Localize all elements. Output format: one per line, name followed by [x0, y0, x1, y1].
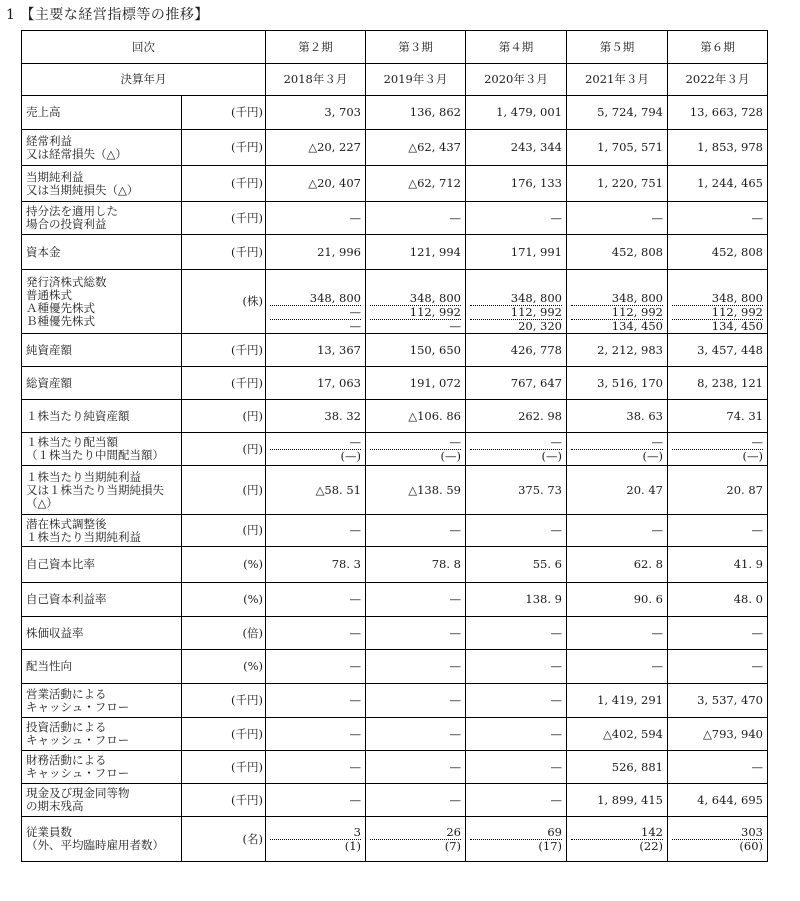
stack-value: 20, 320 [518, 319, 562, 333]
cell-value-stack [567, 270, 668, 334]
row-label [22, 367, 182, 400]
cell-value: 452, 808 [668, 235, 768, 270]
row-label [22, 718, 182, 751]
row-label [22, 166, 182, 202]
cell-value-stack [668, 270, 768, 334]
cell-value-stack [266, 433, 366, 466]
stack-value: 348, 800 [571, 292, 663, 306]
cell-value: △62, 712 [366, 166, 466, 202]
table-row [22, 334, 768, 367]
row-label-line: の期末残高 [26, 799, 84, 813]
cell-value: △58. 51 [266, 466, 366, 515]
cell-value: 2, 212, 983 [567, 334, 668, 367]
table-row [22, 433, 768, 466]
stack-value: (—) [742, 448, 763, 463]
row-label [22, 817, 182, 862]
stack-value: 134, 450 [711, 319, 763, 333]
row-label-line: 潜在株式調整後 [26, 516, 107, 531]
row-label [22, 400, 182, 433]
stack-value: — [349, 319, 361, 333]
date-label: 決算年月 [22, 64, 266, 96]
cell-value: — [266, 751, 366, 784]
cell-value: 526, 881 [567, 751, 668, 784]
row-label-line: １株当たり当期純利益 [26, 469, 141, 484]
cell-value: 1, 479, 001 [466, 96, 567, 130]
table-row [22, 367, 768, 400]
stack-value: — [270, 436, 361, 450]
stack-value: 348, 800 [470, 292, 562, 306]
cell-value: △402, 594 [567, 718, 668, 751]
row-label [22, 235, 182, 270]
row-unit: (千円) [182, 684, 266, 718]
cell-value: — [668, 650, 768, 684]
cell-value: △62, 437 [366, 130, 466, 166]
value-stack [370, 436, 461, 463]
row-unit: (%) [182, 583, 266, 617]
cell-value: △138. 59 [366, 466, 466, 515]
row-label-line: 自己資本比率 [26, 557, 95, 571]
row-label [22, 583, 182, 617]
period-header: 第４期 [466, 31, 567, 64]
stack-value: 69 [470, 826, 562, 840]
stack-value: 348, 800 [672, 292, 763, 306]
stack-value: (—) [440, 448, 461, 463]
value-stack [270, 436, 361, 463]
date-header: 2021年３月 [567, 64, 668, 96]
cell-value: 262. 98 [466, 400, 567, 433]
stack-value: (—) [340, 448, 361, 463]
table-row [22, 784, 768, 817]
cell-value: 8, 238, 121 [668, 367, 768, 400]
cell-value: 1, 705, 571 [567, 130, 668, 166]
row-label [22, 270, 182, 334]
stack-value: — [672, 436, 763, 450]
cell-value: 38. 63 [567, 400, 668, 433]
row-label-line: 発行済株式総数 [26, 274, 107, 289]
row-unit: (円) [182, 433, 266, 466]
cell-value: — [567, 617, 668, 650]
cell-value: 48. 0 [668, 583, 768, 617]
cell-value: 78. 8 [366, 547, 466, 583]
stack-value: (—) [541, 448, 562, 463]
cell-value: — [266, 650, 366, 684]
row-label-line: 財務活動による [26, 753, 107, 767]
row-label-line: キャッシュ・フロー [26, 733, 130, 747]
cell-value: △20, 407 [266, 166, 366, 202]
cell-value: — [266, 515, 366, 547]
row-label-line: 総資産額 [26, 375, 72, 390]
row-label-line: 場合の投資利益 [26, 217, 107, 231]
cell-value: △793, 940 [668, 718, 768, 751]
cell-value: — [466, 784, 567, 817]
cell-value: 4, 644, 695 [668, 784, 768, 817]
value-stack [672, 436, 763, 463]
stack-value: (7) [444, 838, 461, 853]
value-stack [370, 826, 461, 853]
cell-value: 426, 778 [466, 334, 567, 367]
cell-value: — [466, 617, 567, 650]
row-label-line: 普通株式 [26, 287, 72, 302]
table-row [22, 235, 768, 270]
cell-value-stack [668, 817, 768, 862]
table-row [22, 400, 768, 433]
cell-value: 1, 244, 465 [668, 166, 768, 202]
row-label-line: 売上高 [26, 105, 61, 119]
row-unit: (千円) [182, 130, 266, 166]
row-label [22, 130, 182, 166]
cell-value: 20. 47 [567, 466, 668, 515]
cell-value: 3, 703 [266, 96, 366, 130]
cell-value-stack [366, 270, 466, 334]
cell-value: — [366, 202, 466, 235]
row-unit: (%) [182, 650, 266, 684]
cell-value-stack [366, 817, 466, 862]
row-label-line: １株当たり当期純利益 [26, 529, 141, 544]
row-label-line: （外、平均臨時雇用者数） [26, 838, 164, 852]
row-unit: (千円) [182, 718, 266, 751]
cell-value: — [567, 515, 668, 547]
cell-value: 121, 994 [366, 235, 466, 270]
cell-value: — [668, 515, 768, 547]
table-row [22, 817, 768, 862]
stack-value: 348, 800 [370, 292, 461, 306]
row-unit: (名) [182, 817, 266, 862]
stack-value: (—) [642, 448, 663, 463]
cell-value: — [466, 718, 567, 751]
stack-value: 112, 992 [571, 306, 663, 320]
row-label-line: 従業員数 [26, 825, 72, 839]
cell-value: — [366, 718, 466, 751]
row-label [22, 202, 182, 235]
value-stack [470, 292, 562, 333]
row-label-line: 営業活動による [26, 686, 107, 701]
cell-value: 1, 853, 978 [668, 130, 768, 166]
row-unit: (株) [182, 270, 266, 334]
date-header: 2020年３月 [466, 64, 567, 96]
row-label-line: 資本金 [26, 244, 61, 259]
row-label-line: 又は当期純損失（△） [26, 182, 139, 197]
period-header: 第６期 [668, 31, 768, 64]
value-stack [370, 292, 461, 333]
cell-value-stack [466, 817, 567, 862]
cell-value-stack [266, 270, 366, 334]
row-unit: (千円) [182, 96, 266, 130]
period-header: 第３期 [366, 31, 466, 64]
cell-value: 62. 8 [567, 547, 668, 583]
row-label-line: Ａ種優先株式 [26, 300, 95, 315]
stack-value: — [370, 436, 461, 450]
cell-value: — [266, 617, 366, 650]
stack-value: (1) [344, 838, 361, 853]
date-header: 2022年３月 [668, 64, 768, 96]
cell-value: 243, 344 [466, 130, 567, 166]
row-label-line: 配当性向 [26, 659, 72, 673]
cell-value: 55. 6 [466, 547, 567, 583]
cell-value: 176, 133 [466, 166, 567, 202]
cell-value: 13, 663, 728 [668, 96, 768, 130]
value-stack [571, 436, 663, 463]
stack-value: 3 [270, 826, 361, 840]
row-unit: (千円) [182, 334, 266, 367]
row-label-line: （１株当たり中間配当額） [26, 448, 164, 462]
cell-value: 3, 457, 448 [668, 334, 768, 367]
table-row [22, 583, 768, 617]
row-unit: (千円) [182, 235, 266, 270]
date-header: 2018年３月 [266, 64, 366, 96]
row-label-line: 又は１株当たり当期純損失 [26, 482, 164, 497]
cell-value-stack [668, 433, 768, 466]
cell-value: 38. 32 [266, 400, 366, 433]
financial-indicators-table [21, 30, 768, 862]
period-label: 回次 [22, 31, 266, 64]
cell-value: — [366, 784, 466, 817]
cell-value: — [466, 202, 567, 235]
period-header: 第５期 [567, 31, 668, 64]
table-row [22, 515, 768, 547]
cell-value: 150, 650 [366, 334, 466, 367]
row-label [22, 784, 182, 817]
row-label [22, 650, 182, 684]
cell-value: — [668, 617, 768, 650]
row-unit: (千円) [182, 751, 266, 784]
cell-value: 13, 367 [266, 334, 366, 367]
row-label-line: Ｂ種優先株式 [26, 313, 95, 328]
value-stack [270, 826, 361, 853]
row-label [22, 515, 182, 547]
stack-value: 112, 992 [672, 306, 763, 320]
row-unit: (千円) [182, 202, 266, 235]
stack-value: — [571, 436, 663, 450]
stack-value: 142 [571, 826, 663, 840]
cell-value: 1, 419, 291 [567, 684, 668, 718]
row-label-line: 現金及び現金同等物 [26, 786, 130, 800]
cell-value: — [668, 751, 768, 784]
cell-value: 20. 87 [668, 466, 768, 515]
table-row [22, 650, 768, 684]
cell-value: 1, 899, 415 [567, 784, 668, 817]
stack-value: — [449, 319, 461, 333]
cell-value: — [366, 650, 466, 684]
stack-value: (22) [639, 838, 663, 853]
cell-value: 452, 808 [567, 235, 668, 270]
cell-value: — [366, 751, 466, 784]
cell-value: — [266, 718, 366, 751]
cell-value-stack [366, 433, 466, 466]
value-stack [672, 292, 763, 333]
row-unit: (千円) [182, 166, 266, 202]
value-stack [672, 826, 763, 853]
row-label [22, 96, 182, 130]
cell-value: △20, 227 [266, 130, 366, 166]
table-row [22, 617, 768, 650]
cell-value: 5, 724, 794 [567, 96, 668, 130]
table-row [22, 751, 768, 784]
table-row [22, 718, 768, 751]
stack-value: 112, 992 [370, 306, 461, 320]
row-unit: (%) [182, 547, 266, 583]
cell-value: 191, 072 [366, 367, 466, 400]
cell-value: — [266, 784, 366, 817]
cell-value: — [366, 583, 466, 617]
table-row [22, 96, 768, 130]
date-header: 2019年３月 [366, 64, 466, 96]
cell-value: 21, 996 [266, 235, 366, 270]
cell-value: — [466, 751, 567, 784]
row-label-line: （△） [26, 495, 58, 510]
header-row-date [22, 64, 768, 96]
stack-value: 26 [370, 826, 461, 840]
cell-value: 74. 31 [668, 400, 768, 433]
cell-value: — [466, 515, 567, 547]
table-row [22, 202, 768, 235]
stack-value: (60) [739, 838, 763, 853]
cell-value: — [668, 202, 768, 235]
cell-value: — [366, 684, 466, 718]
row-label [22, 547, 182, 583]
stack-value: (17) [538, 838, 562, 853]
cell-value: — [567, 202, 668, 235]
cell-value: — [567, 650, 668, 684]
stack-value: 112, 992 [470, 306, 562, 320]
cell-value: 138. 9 [466, 583, 567, 617]
period-header: 第２期 [266, 31, 366, 64]
section-title: 1 【主要な経営指標等の推移】 [6, 7, 209, 23]
row-label-line: キャッシュ・フロー [26, 699, 130, 714]
row-label [22, 751, 182, 784]
row-label-line: 純資産額 [26, 342, 72, 357]
row-label [22, 617, 182, 650]
stack-value: 303 [672, 826, 763, 840]
row-label-line: 又は経常損失（△） [26, 146, 127, 161]
cell-value: 17, 063 [266, 367, 366, 400]
table-row [22, 130, 768, 166]
cell-value: — [466, 684, 567, 718]
cell-value-stack [266, 817, 366, 862]
cell-value: — [366, 617, 466, 650]
stack-value: — [470, 436, 562, 450]
row-label [22, 684, 182, 718]
row-label-line: 株価収益率 [26, 625, 84, 640]
row-unit: (円) [182, 400, 266, 433]
cell-value-stack [567, 817, 668, 862]
cell-value: 375. 73 [466, 466, 567, 515]
row-unit: (千円) [182, 784, 266, 817]
row-label-line: 自己資本利益率 [26, 592, 107, 606]
row-label-line: 投資活動による [26, 720, 107, 734]
value-stack [571, 826, 663, 853]
cell-value: — [466, 650, 567, 684]
table-row [22, 166, 768, 202]
cell-value: 171, 991 [466, 235, 567, 270]
cell-value: 1, 220, 751 [567, 166, 668, 202]
value-stack [470, 436, 562, 463]
table-row [22, 684, 768, 718]
row-label [22, 466, 182, 515]
cell-value: — [266, 583, 366, 617]
cell-value-stack [466, 433, 567, 466]
row-label-line: １株当たり配当額 [26, 435, 118, 449]
row-label [22, 433, 182, 466]
value-stack [470, 826, 562, 853]
row-label-line: 経常利益 [26, 133, 72, 148]
table-row [22, 466, 768, 515]
cell-value: 41. 9 [668, 547, 768, 583]
cell-value: 767, 647 [466, 367, 567, 400]
row-label-line: １株当たり純資産額 [26, 408, 130, 423]
cell-value: — [366, 515, 466, 547]
row-unit: (円) [182, 515, 266, 547]
stack-value: — [270, 306, 361, 320]
table-row [22, 547, 768, 583]
cell-value: 3, 537, 470 [668, 684, 768, 718]
row-label [22, 334, 182, 367]
cell-value: — [266, 202, 366, 235]
row-unit: (倍) [182, 617, 266, 650]
header-row-period [22, 31, 768, 64]
cell-value-stack [466, 270, 567, 334]
value-stack [270, 292, 361, 333]
row-label-line: 当期純利益 [26, 169, 84, 184]
cell-value: 3, 516, 170 [567, 367, 668, 400]
table-row [22, 270, 768, 334]
cell-value: △106. 86 [366, 400, 466, 433]
cell-value-stack [567, 433, 668, 466]
cell-value: — [266, 684, 366, 718]
cell-value: 90. 6 [567, 583, 668, 617]
cell-value: 78. 3 [266, 547, 366, 583]
value-stack [571, 292, 663, 333]
row-unit: (円) [182, 466, 266, 515]
row-label-line: キャッシュ・フロー [26, 766, 130, 780]
row-unit: (千円) [182, 367, 266, 400]
cell-value: 136, 862 [366, 96, 466, 130]
stack-value: 134, 450 [611, 319, 663, 333]
row-label-line: 持分法を適用した [26, 204, 118, 218]
stack-value: 348, 800 [270, 292, 361, 306]
